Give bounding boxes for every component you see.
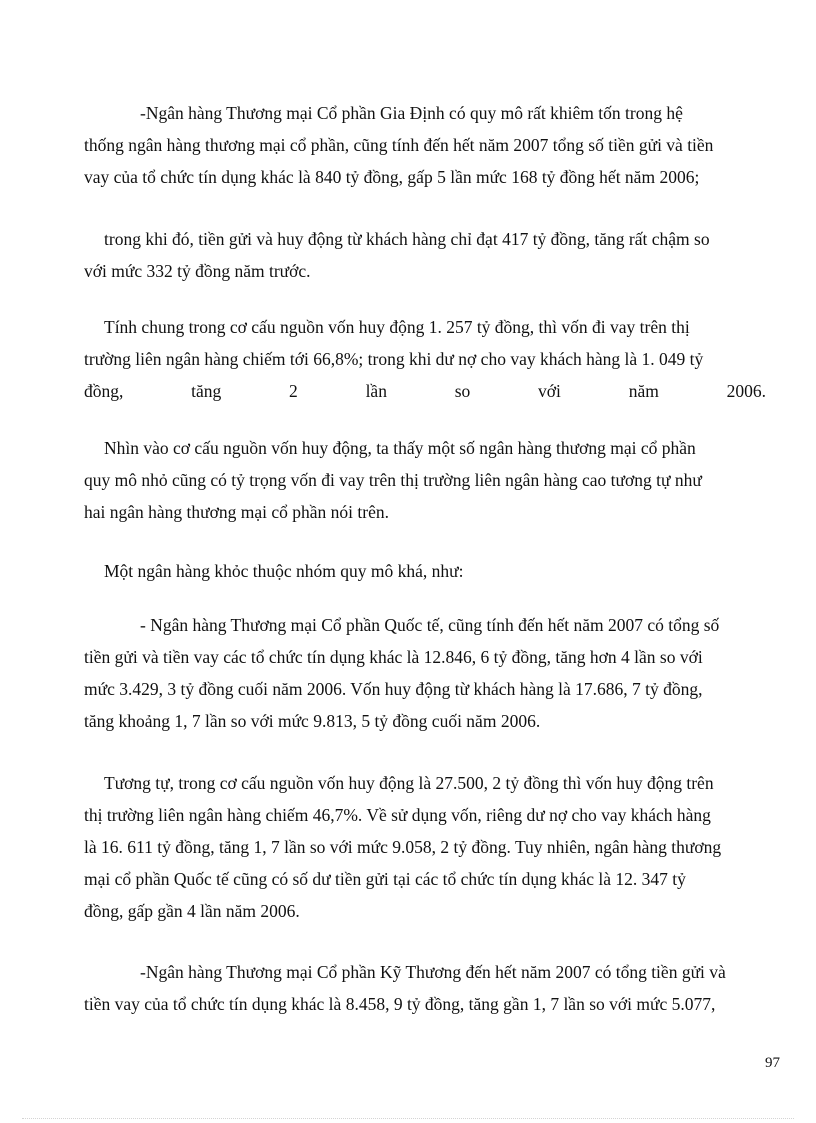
paragraph-customer-deposits [84,223,766,287]
text-line: mại cổ phần Quốc tế cũng có số dư tiền gửi tại các tổ chức tín dụng khác là 12. 347 tỷ [84,869,686,889]
text-line: vay của tổ chức tín dụng khác là 840 tỷ đồng, gấp 5 lần mức 168 tỷ đồng hết năm 2006; [84,167,700,187]
word: so [454,381,471,401]
word: năm [628,381,659,401]
paragraph-capital-structure [84,311,766,407]
text-line: Tính chung trong cơ cấu nguồn vốn huy động 1. 257 tỷ đồng, thì vốn đi vay trên thị [104,317,690,337]
text-line: thị trường liên ngân hàng chiếm 46,7%. Về sử dụng vốn, riêng dư nợ cho vay khách hàng [84,805,711,825]
footer-divider [22,1118,794,1119]
text-line: tiền gửi và tiền vay các tổ chức tín dụng khác là 12.846, 6 tỷ đồng, tăng hơn 4 lần so với [84,647,703,667]
text-line: tăng khoảng 1, 7 lần so với mức 9.813, 5 tỷ đồng cuối năm 2006. [84,711,541,731]
text-line: thống ngân hàng thương mại cổ phần, cũng tính đến hết năm 2007 tổng số tiền gửi và tiền [84,135,714,155]
word: 2 [289,381,298,401]
text-line: Tương tự, trong cơ cấu nguồn vốn huy động là 27.500, 2 tỷ đồng thì vốn huy động trên [104,773,714,793]
paragraph-small-banks [84,432,766,528]
word: 2006. [726,381,766,401]
text-line: -Ngân hàng Thương mại Cổ phần Gia Định có quy mô rất khiêm tốn trong hệ [140,103,683,123]
text-line: đồng, gấp gần 4 lần năm 2006. [84,901,300,921]
justified-text-line [84,375,766,407]
text-line: hai ngân hàng thương mại cổ phần nói trên. [84,502,389,522]
text-line: tiền vay của tổ chức tín dụng khác là 8.458, 9 tỷ đồng, tăng gần 1, 7 lần so với mức 5.077, [84,994,716,1014]
word: đồng, [84,381,124,401]
text-line: - Ngân hàng Thương mại Cổ phần Quốc tế, cũng tính đến hết năm 2007 có tổng số [140,615,720,635]
word: lần [365,381,387,401]
text-line: trong khi đó, tiền gửi và huy động từ khách hàng chỉ đạt 417 tỷ đồng, tăng rất chậm so [104,229,710,249]
text-line: Nhìn vào cơ cấu nguồn vốn huy động, ta thấy một số ngân hàng thương mại cổ phần [104,438,696,458]
text-line: Một ngân hàng khỏc thuộc nhóm quy mô khá, như: [104,561,464,581]
word: với [538,381,561,401]
text-line: quy mô nhỏ cũng có tỷ trọng vốn đi vay trên thị trường liên ngân hàng cao tương tự như [84,470,702,490]
paragraph-gia-dinh-bank [84,97,766,193]
paragraph-techcombank [84,956,766,1020]
text-line: là 16. 611 tỷ đồng, tăng 1, 7 lần so với mức 9.058, 2 tỷ đồng. Tuy nhiên, ngân hàng thương [84,837,722,857]
paragraph-another-bank [84,555,766,587]
text-line: trường liên ngân hàng chiếm tới 66,8%; trong khi dư nợ cho vay khách hàng là 1. 049 tỷ [84,349,704,369]
page-number: 97 [765,1055,780,1071]
paragraph-international-bank [84,609,766,737]
text-line: với mức 332 tỷ đồng năm trước. [84,261,311,281]
text-line: -Ngân hàng Thương mại Cổ phần Kỹ Thương đến hết năm 2007 có tổng tiền gửi và [140,962,726,982]
text-line: mức 3.429, 3 tỷ đồng cuối năm 2006. Vốn huy động từ khách hàng là 17.686, 7 tỷ đồng, [84,679,703,699]
paragraph-similarly [84,767,766,927]
word: tăng [191,381,222,401]
